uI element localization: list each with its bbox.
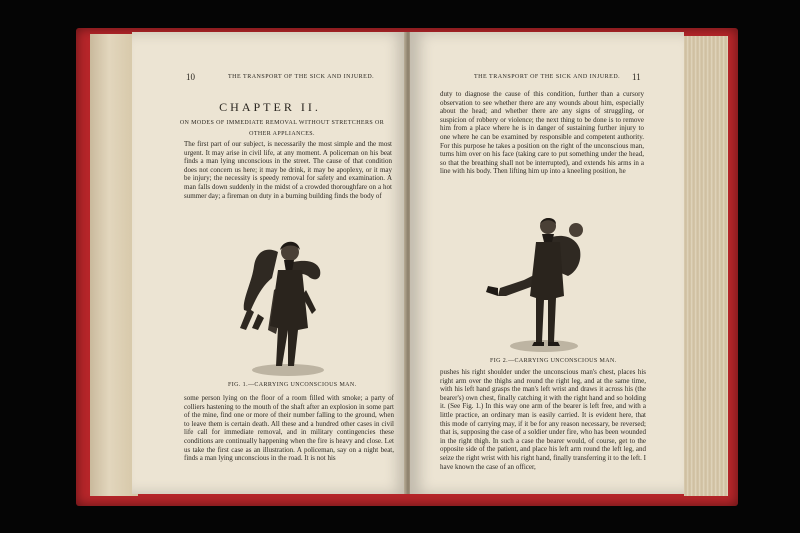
- running-head: THE TRANSPORT OF THE SICK AND INJURED.: [474, 74, 621, 80]
- illustration-figure-2: [484, 206, 596, 356]
- figure-caption: FIG. 1.—CARRYING UNCONSCIOUS MAN.: [228, 382, 357, 388]
- page-number: 10: [186, 72, 195, 82]
- illustration-figure-1: [228, 230, 338, 380]
- chapter-title: CHAPTER II.: [219, 100, 321, 114]
- section-heading: ON MODES OF IMMEDIATE REMOVAL WITHOUT STRETCHERS OR OTHER APPLIANCES.: [179, 120, 385, 137]
- page-edges-right: [684, 36, 728, 496]
- paragraph: duty to diagnose the cause of this condition, further than a cursory observation to see whether there are any wounds about him, especially about the head; and whether there are any signs of struggling, or suspicion of robbery or violence; the next thing to be done is to remove him from a place where he is in danger of sustaining further injury to one where he can be examined by responsible and competent authority. For this purpose he takes a position on the right of the unconscious man, turns him over on his face (taking care to put something under the head, so that the breathing shall not be interrupted), and extends his arms in a line with his body. Then lifting him up into a kneeling position, he: [440, 90, 644, 176]
- page-edges-left: [90, 34, 138, 496]
- paragraph: pushes his right shoulder under the unconscious man's chest, places his right arm over the thighs and round the right leg, and at the same time, with his left hand grasps the man's left wrist and draws it across his (the bearer's) own chest, finally catching it with the right hand and so holding it. (See Fig. 1.) In this way one arm of the bearer is left free, and with a little practice, an ordinary man is easily carried. It is evident here, that this mode of carrying may, if it be for any reason necessary, be reversed; that is, supposing the case of a soldier under fire, who has been wounded in the right thigh. In such a case the bearer would, of course, get to the opposite side of the patient, and place his left arm round the left leg, and seize the right wrist with his right hand, finally transferring it to the left. I have known the case of an officer,: [440, 368, 646, 471]
- right-page: [410, 32, 684, 494]
- paragraph: some person lying on the floor of a room filled with smoke; a party of colliers hastening to the mouth of the shaft after an explosion in some part of the mine, find one or more of their number falling to the ground, when to leave them is certain death. All these and a hundred other cases in civil life call for immediate removal, and in military contingencies these conditions are continually happening when the fire is heavy and close. Let us take the first case as an illustration. A policeman, say on a night beat, finds a man lying unconscious in the road. It is not his: [184, 394, 394, 463]
- paragraph: The first part of our subject, is necessarily the most simple and the most urgent. It may arise in civil life, at any moment. A policeman on his beat finds a man lying unconscious in the street. The cause of that condition does not concern us here; it may be drink, it may be apoplexy, or it may be injury; the necessity is speedy removal for safety and examination. A man falls down suddenly in the midst of a crowded thoroughfare on a hot summer day; a fireman on duty in a burning building finds the body of: [184, 140, 392, 200]
- page-number: 11: [632, 72, 641, 82]
- left-page: [132, 32, 408, 494]
- running-head: THE TRANSPORT OF THE SICK AND INJURED.: [228, 74, 375, 80]
- figure-caption: FIG 2.—CARRYING UNCONSCIOUS MAN.: [490, 358, 617, 364]
